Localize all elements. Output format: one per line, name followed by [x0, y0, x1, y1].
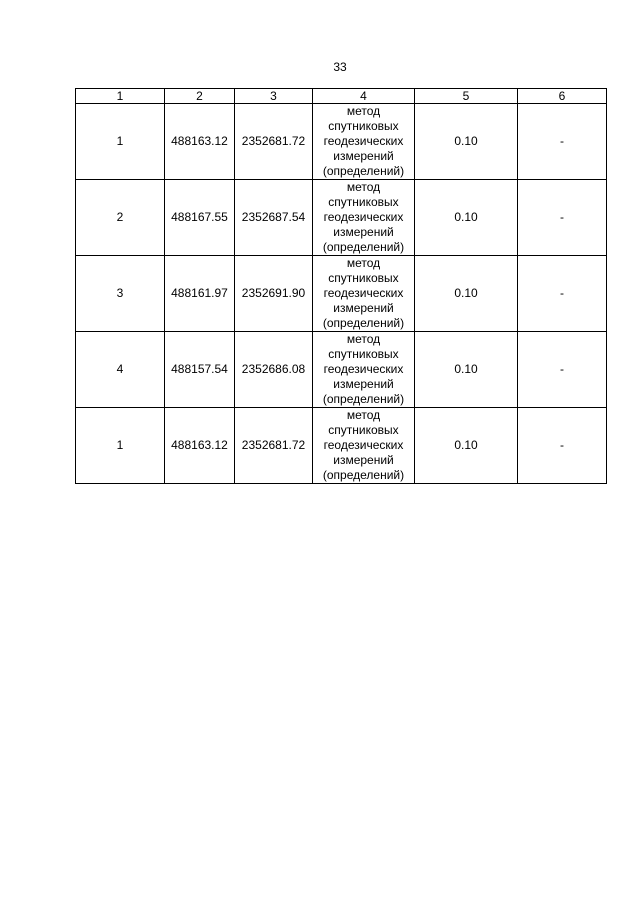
column-header: 2 [165, 89, 235, 104]
table-row [76, 332, 607, 408]
point-number: 2 [76, 180, 165, 256]
point-number: 3 [76, 256, 165, 332]
column-header: 4 [313, 89, 415, 104]
coordinate-x: 488161.97 [165, 256, 235, 332]
column-header: 3 [235, 89, 313, 104]
accuracy: 0.10 [415, 180, 518, 256]
point-number: 4 [76, 332, 165, 408]
coordinate-x: 488157.54 [165, 332, 235, 408]
table-row [76, 104, 607, 180]
coordinate-x: 488163.12 [165, 408, 235, 484]
page-number: 33 [333, 60, 347, 74]
extra: - [518, 104, 607, 180]
method-text: метод спутниковых геодезических измерений (определений) [322, 332, 405, 406]
accuracy: 0.10 [415, 256, 518, 332]
method-text: метод спутниковых геодезических измерений (определений) [322, 104, 405, 178]
column-header: 1 [76, 89, 165, 104]
coordinate-y: 2352681.72 [235, 408, 313, 484]
method-text: метод спутниковых геодезических измерений (определений) [322, 408, 405, 482]
coordinate-y: 2352681.72 [235, 104, 313, 180]
coordinates-table [75, 88, 607, 484]
extra: - [518, 332, 607, 408]
column-header: 5 [415, 89, 518, 104]
point-number: 1 [76, 408, 165, 484]
accuracy: 0.10 [415, 408, 518, 484]
method-cell [313, 104, 415, 180]
method-text: метод спутниковых геодезических измерений (определений) [322, 180, 405, 254]
extra: - [518, 180, 607, 256]
coordinate-y: 2352687.54 [235, 180, 313, 256]
table-header-row [76, 89, 607, 104]
method-cell [313, 408, 415, 484]
accuracy: 0.10 [415, 104, 518, 180]
table-row [76, 408, 607, 484]
coordinate-y: 2352686.08 [235, 332, 313, 408]
coordinate-x: 488167.55 [165, 180, 235, 256]
coordinate-x: 488163.12 [165, 104, 235, 180]
table-row [76, 180, 607, 256]
extra: - [518, 408, 607, 484]
extra: - [518, 256, 607, 332]
table-row [76, 256, 607, 332]
column-header: 6 [518, 89, 607, 104]
method-text: метод спутниковых геодезических измерений (определений) [322, 256, 405, 330]
method-cell [313, 332, 415, 408]
method-cell [313, 256, 415, 332]
method-cell [313, 180, 415, 256]
accuracy: 0.10 [415, 332, 518, 408]
point-number: 1 [76, 104, 165, 180]
coordinate-y: 2352691.90 [235, 256, 313, 332]
